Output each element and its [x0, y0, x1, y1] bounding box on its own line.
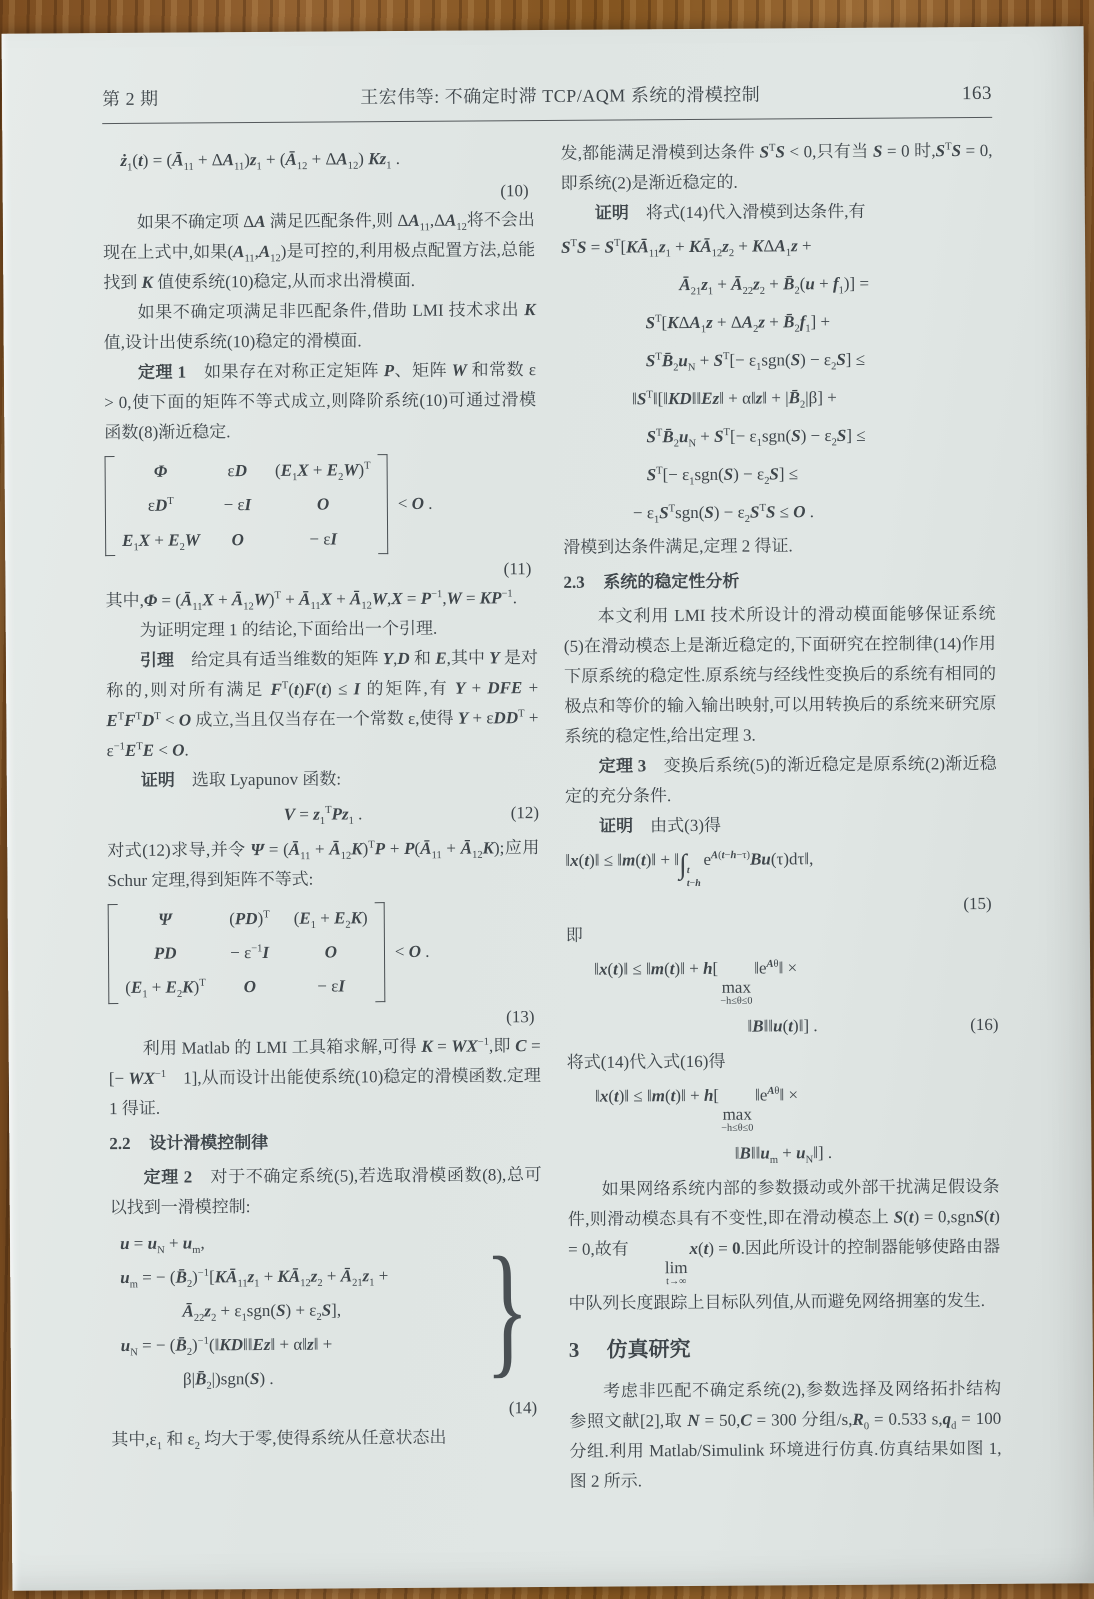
right-bracket [375, 902, 386, 1002]
derivation-line: $S^T[K\Delta A_1z + \Delta A_2z$ + $B̄_2f_1$] + [645, 312, 831, 336]
running-title: 王宏伟等: 不确定时滞 TCP/AQM 系统的滑模控制 [360, 84, 761, 108]
equation-15: ‖x(t)‖ ≤ ‖m(t)‖ + ‖∫ t t−h $e^{A(t-h-\tau)}Bu(\tau)d\tau‖$, [565, 849, 814, 889]
derivation-line: $S^T[- \varepsilon_1sgn(S) - \varepsilon_2S]$ ≤ [646, 464, 799, 488]
equation-16-line2-body: ‖B‖‖u(t)‖] . [747, 1016, 818, 1036]
derivation-line: $S^TB̄_2u_N + S^T[- \varepsilon_1sgn(S) - \varepsilon_2S]$ ≤ [645, 349, 866, 374]
proof-substitution: 证明 将式(14)代入滑模到达条件,有 [594, 201, 866, 223]
matrix-cell: O [243, 977, 257, 997]
theorem-2-proved: 滑模到达条件满足,定理 2 得证. [563, 536, 793, 557]
paragraph-unmatched-condition: 如果不确定项满足非匹配条件,借助 LMI 技术求出 K 值,设计出使系统(10)稳定的滑模面. [103, 300, 536, 353]
schur-note: 对式(12)求导,并令 $\Psi = (Ā_{11}$ + $Ā_{12}K)^TP$ + $P(Ā_{11}$ + $Ā_{12}K$);应用 Schur 定理,得到矩阵不等式: [107, 837, 540, 890]
matrix-11-inequality: < O . [397, 494, 433, 514]
equation-14-line: $Ā_{22}z_2 + \varepsilon_1sgn(S) + \varepsilon_2S$], [182, 1299, 342, 1324]
derivation-line: $S^TS$ = $S^T[KĀ_{11}z_1$ + $KĀ_{12}z_2 + K\Delta A_1z$ + [561, 236, 812, 260]
matrix-13-inequality: < O . [394, 941, 430, 962]
reaching-derivation [561, 226, 995, 533]
left-bracket [108, 904, 119, 1004]
equation-15-label: (15) [963, 893, 992, 914]
equation-16-line1: ‖x(t)‖ ≤ ‖m(t)‖ + h[ max −h≤θ≤0 $‖e^{A\theta}‖$ × [594, 958, 798, 1007]
equation-11-label: (11) [503, 558, 532, 579]
equation-13-label: (13) [506, 1006, 535, 1026]
equation-16-label: (16) [970, 1015, 999, 1035]
section-title: 仿真研究 [606, 1336, 691, 1362]
equation-16-line2 [566, 1008, 998, 1045]
theorem-3: 定理 3 变换后系统(5)的渐近稳定是原系统(2)渐近稳定的充分条件. [564, 753, 997, 806]
equation-12 [107, 796, 539, 833]
equation-10-label: (10) [500, 181, 529, 201]
namely: 即 [565, 925, 583, 945]
section-2-3-heading [563, 565, 995, 598]
equation-14-line: $u_m$ = − $(B̄_2)^{-1}[KĀ_{11}z_1$ + $KĀ_{12}z_2$ + $Ā_{21}z_1$ + [120, 1265, 389, 1290]
page-header [102, 79, 992, 111]
equation-12-label: (12) [510, 802, 540, 823]
theorem-2: 定理 2 对于不确定系统(5),若选取滑模函数(8),总可以找到一滑模控制: [109, 1164, 542, 1217]
epsilon-note: 其中$,\varepsilon_1$ 和 $\varepsilon_2$ 均大于零,使得系统从任意状态出 [111, 1427, 447, 1452]
matrix-cell: − εI [309, 528, 338, 549]
journal-issue: 第 2 期 [101, 88, 159, 110]
equation-14-label: (14) [508, 1397, 538, 1417]
matrix-cell: (PD)$^T$ [229, 908, 270, 928]
matrix-cell: Φ [153, 461, 168, 481]
matrix-13-cells [121, 902, 373, 1003]
matrix-cell: $E_1X + E_2W$ [122, 529, 200, 553]
reaching-condition-paragraph: 发,都能满足滑模到达条件 $S^TS < 0$,只有当 S = 0 时$,S^TS = 0$,即系统(2)是渐近稳定的. [560, 140, 993, 193]
right-column [560, 136, 1001, 1497]
equation-17-line2 [567, 1135, 999, 1172]
invariance-paragraph: 如果网络系统内部的参数摄动或外部干扰满足假设条件,则滑动模态具有不变性,即在滑动模态上 S(t) = 0,sgnS(t) = 0,故有 lim t→∞ x(t) = 0.因此所设计的控制器能够使路由器中队列长度跟踪上目标队列值,从而避免网络拥塞的发生. [567, 1177, 1001, 1313]
lemma-intro: 为证明定理 1 的结论,下面给出一个引理. [139, 618, 438, 640]
matlab-lmi-note: 利用 Matlab 的 LMI 工具箱求解,可得 $K = WX^{-1}$,即 C = [− $WX^{-1}$ 1],从而设计出能使系统(10)稳定的滑模函数.定理 1 得证. [108, 1035, 541, 1118]
left-column [102, 139, 543, 1500]
derivation-line: $Ā_{21}z_1$ + $Ā_{22}z_2$ + $B̄_2(u + f_1)$] = [679, 273, 870, 298]
matrix-cell: Ψ [158, 909, 172, 929]
page-number: 163 [961, 82, 993, 105]
proof-from-eq3: 证明 由式(3)得 [599, 815, 722, 836]
matrix-11-cells [118, 454, 376, 556]
paper-page [2, 26, 1094, 1591]
matrix-cell: $\varepsilon D^T$ [147, 495, 174, 516]
simulation-paragraph: 考虑非匹配不确定系统(2),参数选择及网络拓扑结构参照文献[2],取 N = 50,C = 300 分组$/s,R_0 = 0.533$ $s,q_d = 100$ 分组.利用 Matlab/Simulink 环境进行仿真.仿真结果如图 1,图 2 所示. [569, 1378, 1002, 1491]
section-3-heading [569, 1332, 1001, 1365]
page-content [2, 26, 1094, 1500]
paragraph-matched-condition: 如果不确定项 ΔA 满足匹配条件,则 $\Delta A_{11},\Delta A_{12}$将不会出现在上式中,如果$(A_{11},A_{12})$是可控的,利用极点配置方法,总能找到 K 值使系统(10)稳定,从而求出滑模面. [103, 210, 536, 293]
equation-10: $ż_1(t)$ = $(Ā_{11} + \Delta A_{11})z_1$ + $(Ā_{12} + \Delta A_{12})$ $Kz_1$ . [120, 149, 400, 174]
equation-14-line: $u = u_N + u_m$, [119, 1232, 205, 1256]
lemma: 引理 给定具有适当维数的矩阵 Y,D 和 E,其中 Y 是对称的,则对所有满足 $F^T(t)F(t) \le I$ 的矩阵,有 Y + DFE + $E^TF^TD^T < O$ 成立,当且仅当存在一个常数 ε,使得 $Y + \varepsilon DD^T + \varepsilon^{-1}E^TE < O$. [106, 647, 539, 760]
equation-17-line2-body: $‖B‖‖u_m$ + $u_N‖$] . [734, 1143, 833, 1167]
proof-lyapunov: 证明 选取 Lyapunov 函数: [140, 769, 342, 790]
control-law-equation-14 [110, 1224, 543, 1397]
matrix-cell: O [316, 494, 330, 514]
matrix-inequality-13 [108, 901, 541, 1004]
matrix-cell: $(E_1 + E_2K)^T$ [125, 977, 206, 1001]
equation-17-line1: ‖x(t)‖ ≤ ‖m(t)‖ + h[ max −h≤θ≤0 $‖e^{A\theta}‖$ × [594, 1085, 799, 1134]
matrix-cell: − $\varepsilon^{-1}I$ [230, 942, 270, 963]
right-bracket [377, 454, 388, 554]
phi-definition: 其中$,\Phi = (Ā_{11}X$ + $Ā_{12}W)^T$ + $Ā_{11}X$ + $Ā_{12}W,X = P^{-1},W = KP^{-1}$. [105, 587, 518, 613]
stability-analysis-paragraph: 本文利用 LMI 技术所设计的滑动模面能够保证系统(5)在滑动模态上是渐近稳定的,下面研究在控制律(14)作用下原系统的稳定性.原系统与经线性变换后的系统有相同的极点和等价的输入输出映射,可以用转换后的系统来研究原系统的稳定性,给出定理 3. [563, 603, 997, 746]
theorem-1: 定理 1 如果存在对称正定矩阵 P、矩阵 W 和常数 ε > 0,使下面的矩阵不等式成立,则降阶系统(10)可通过滑模函数(8)渐近稳定. [104, 360, 537, 443]
right-brace: } [484, 1226, 530, 1391]
left-bracket [105, 456, 116, 556]
matrix-cell: $(E_1X + E_2W)^T$ [274, 460, 371, 484]
matrix-cell: εD [227, 461, 247, 481]
section-title: 系统的稳定性分析 [603, 571, 740, 592]
derivation-line: $S^TB̄_2u_N + S^T[- \varepsilon_1sgn(S) - \varepsilon_2S]$ ≤ [646, 425, 866, 450]
header-rule [102, 117, 992, 124]
matrix-cell: − εI [223, 495, 252, 515]
matrix-cell: − εI [317, 976, 345, 996]
matrix-cell: O [231, 529, 244, 549]
derivation-line: − $\varepsilon_1S^Tsgn(S) - \varepsilon_2S^TS \le O$ . [632, 502, 815, 526]
section-number: 2.3 [563, 572, 585, 592]
section-number: 3 [568, 1337, 580, 1362]
section-number: 2.2 [109, 1133, 131, 1153]
derivation-line: $‖S^T‖[‖KD‖‖Ez‖$ + α‖z‖ + $|B̄_2|\beta$] + [632, 387, 837, 411]
matrix-cell: O [324, 942, 338, 962]
substitute-14-into-16: 将式(14)代入式(16)得 [566, 1052, 726, 1073]
equation-14-line: $u_N$ = − $(B̄_2)^{-1}(‖KD‖‖Ez‖$ + α‖z‖ + [120, 1334, 333, 1358]
matrix-cell: PD [153, 943, 177, 963]
equation-14-lines [110, 1224, 476, 1397]
equation-14-line: $\beta|B̄_2|)sgn(S)$ . [182, 1368, 274, 1392]
two-column-body [102, 136, 1001, 1500]
matrix-inequality-11 [105, 453, 538, 556]
section-title: 设计滑模控制律 [149, 1132, 269, 1153]
matrix-cell: $(E_1 + E_2K)$ [293, 908, 368, 931]
equation-12-body: $V = z_1^TPz_1$ . [283, 804, 363, 827]
section-2-2-heading [109, 1126, 541, 1159]
